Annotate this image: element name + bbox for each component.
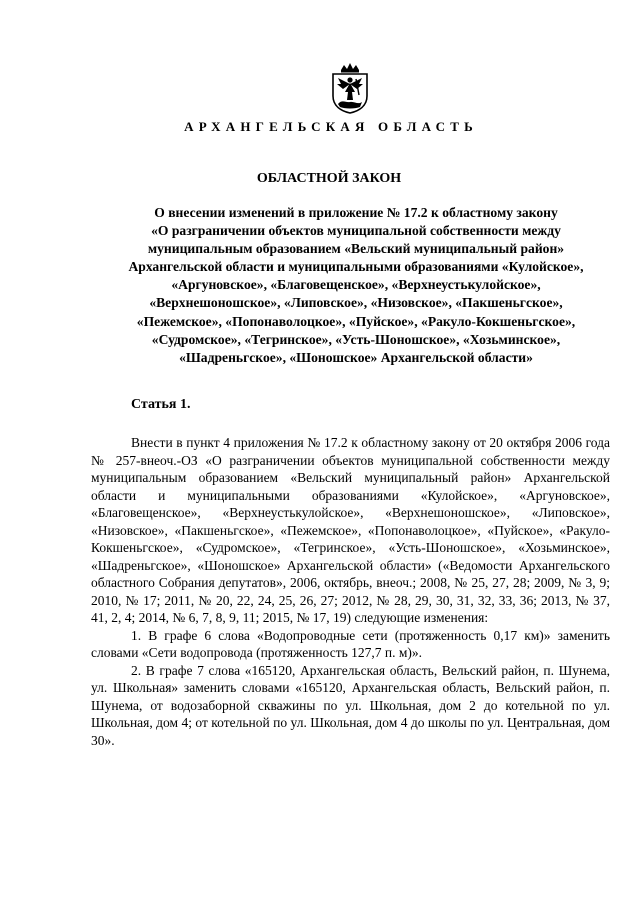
coat-of-arms-icon bbox=[329, 62, 371, 114]
law-title bbox=[88, 204, 624, 367]
law-type-heading: ОБЛАСТНОЙ ЗАКОН bbox=[256, 171, 402, 186]
paragraph-item-2: 2. В графе 7 слова «165120, Архангельская область, Вельский район, п. Шунема, ул. Школьная» заменить словами «165120, Архангельская область, Вельский район, п. Шунема, от водозаборной скважины по ул. Школьная, дом 2 до котельной по ул. Школьная, дом 4; от котельной по ул. Школьная, дом 4 до школы по ул. Центральная, дом 30». bbox=[91, 662, 610, 748]
article-body bbox=[91, 434, 610, 749]
title-line: Архангельской области и муниципальными образованиями «Кулойское», bbox=[128, 259, 584, 275]
title-line: «Судромское», «Тегринское», «Усть-Шоношское», «Хозьминское», bbox=[151, 331, 561, 347]
title-line: «Пежемское», «Попонаволоцкое», «Пуйское», «Ракуло-Кокшеньгское», bbox=[136, 313, 576, 329]
paragraph-intro: Внести в пункт 4 приложения № 17.2 к областному закону от 20 октября 2006 года № 257-внеоч.-ОЗ «О разграничении объектов муниципальной собственности между муниципальным образованием «Вельский муниципальный район» Архангельской области и муниципальными образованиями «Кулойское», «Аргуновское», «Благовещенское», «Верхнеустькулойское», «Верхнешоношское», «Липовское», «Низовское», «Пакшеньгское», «Пежемское», «Попонаволоцкое», «Пуйское», «Ракуло-Кокшеньгское», «Судромское», «Тегринское», «Усть-Шоношское», «Хозьминское», «Шадреньгское», «Шоношское» Архангельской области» («Ведомости Архангельского областного Собрания депутатов», 2006, октябрь, внеоч.; 2008, № 25, 27, 28; 2009, № 3, 9; 2010, № 17; 2011, № 20, 22, 24, 25, 26, 27; 2012, № 28, 29, 30, 31, 32, 33, 36; 2013, № 37, 41, 2, 4; 2014, № 6, 7, 8, 9, 11; 2015, № 17, 19) следующие изменения: bbox=[91, 435, 610, 625]
title-line: муниципальным образованием «Вельский муниципальный район» bbox=[147, 241, 565, 257]
article-heading: Статья 1. bbox=[131, 397, 191, 412]
paragraph-item-1: 1. В графе 6 слова «Водопроводные сети (протяженность 0,17 км)» заменить словами «Сети водопровода (протяженность 127,7 п. м)». bbox=[91, 627, 610, 660]
title-line: «О разграничении объектов муниципальной собственности между bbox=[151, 223, 561, 239]
title-line: «Шадреньгское», «Шоношское» Архангельской области» bbox=[179, 349, 533, 365]
title-line: О внесении изменений в приложение № 17.2 к областному закону bbox=[154, 205, 558, 220]
title-line: «Верхнешоношское», «Липовское», «Низовское», «Пакшеньгское», bbox=[149, 295, 563, 311]
title-line: «Аргуновское», «Благовещенское», «Верхнеустькулойское», bbox=[171, 277, 541, 293]
region-heading: АРХАНГЕЛЬСКАЯ ОБЛАСТЬ bbox=[184, 119, 478, 134]
